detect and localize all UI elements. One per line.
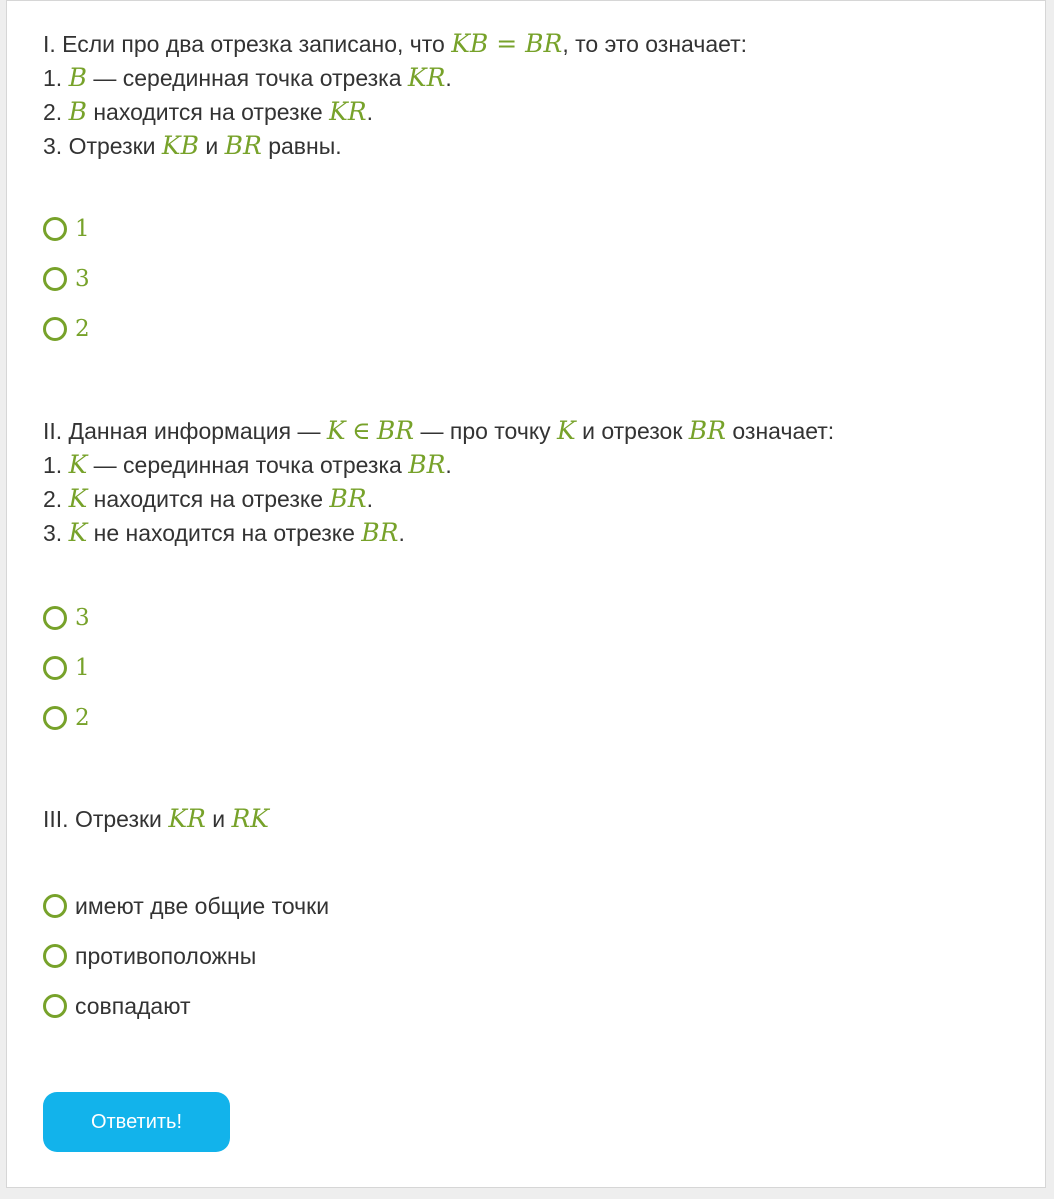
question-3 [43,802,1025,836]
math-expression: BR [376,416,415,445]
math-expression: BR [329,484,367,513]
answer-option[interactable] [43,304,90,354]
option-label: 3 [75,266,90,292]
option-label: 2 [75,316,90,342]
answer-option[interactable] [43,881,329,931]
option-label: имеют две общие точки [75,892,330,919]
question-1-line-4: 3. Отрезки KB и BR равны. [43,131,342,160]
radio-button[interactable] [43,994,67,1018]
radio-button[interactable] [43,944,67,968]
math-expression: K [557,416,576,445]
option-label: совпадают [75,992,191,1019]
option-label: 3 [75,605,90,631]
radio-button[interactable] [43,894,67,918]
question-2-line-1: II. Данная информация — K ∈ BR — про точку K и отрезок BR означает: [43,416,835,445]
question-1-line-2: 1. B — серединная точка отрезка KR. [43,63,452,92]
question-1-line-3: 2. B находится на отрезке KR. [43,97,373,126]
math-expression: B [68,63,87,92]
question-2-line-2: 1. K — серединная точка отрезка BR. [43,450,452,479]
answer-option[interactable] [43,254,90,304]
answer-option[interactable] [43,931,329,981]
radio-button[interactable] [43,317,67,341]
option-label: 1 [75,216,90,242]
math-expression: KB [161,131,199,160]
option-label: 2 [75,705,90,731]
math-expression: BR [688,416,726,445]
radio-button[interactable] [43,217,67,241]
element-of-symbol: ∈ [351,416,371,445]
math-expression: KR [329,97,367,126]
option-label: противоположны [75,942,257,969]
question-3-options [43,881,329,1031]
question-3-line-1: III. Отрезки KR и RK [43,804,269,833]
math-expression: K [68,450,88,479]
answer-option[interactable] [43,643,90,693]
radio-button[interactable] [43,706,67,730]
answer-option[interactable] [43,693,90,743]
math-expression: BR [361,518,399,547]
answer-option[interactable] [43,593,90,643]
radio-button[interactable] [43,656,67,680]
answer-option[interactable] [43,981,329,1031]
question-1-options [43,204,90,354]
question-1 [43,27,1025,163]
quiz-card [6,0,1046,1188]
math-expression: B [68,97,87,126]
math-expression: RK [231,804,269,833]
math-expression: K [68,484,88,513]
math-expression: KR [168,804,206,833]
math-expression: BR [224,131,262,160]
math-expression: KB = BR [451,29,563,58]
radio-button[interactable] [43,267,67,291]
option-label: 1 [75,655,90,681]
question-1-line-1: I. Если про два отрезка записано, что KB = BR, то это означает: [43,29,748,58]
radio-button[interactable] [43,606,67,630]
math-expression: KR [407,63,446,92]
question-2-line-3: 2. K находится на отрезке BR. [43,484,373,513]
answer-option[interactable] [43,204,90,254]
math-expression: BR [408,450,446,479]
question-2-line-4: 3. K не находится на отрезке BR. [43,518,405,547]
math-expression: K [68,518,88,547]
submit-button[interactable]: Ответить! [43,1092,230,1152]
math-expression: K [326,416,346,445]
question-2-options [43,593,90,743]
question-2 [43,414,1025,550]
